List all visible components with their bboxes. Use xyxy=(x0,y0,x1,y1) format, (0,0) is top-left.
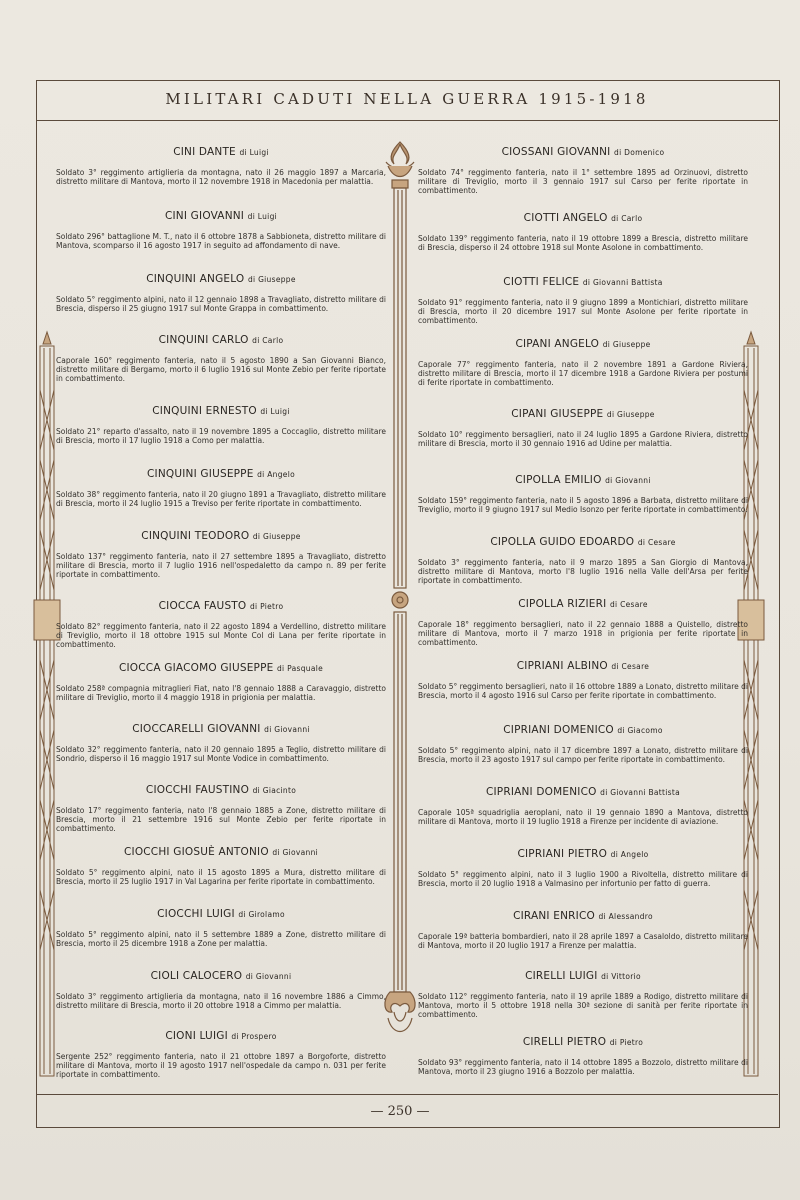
entry-text: Soldato 38° reggimento fanteria, nato il 20 giugno 1891 a Travagliato, distretto militare di Brescia, morto il 24 luglio 1915 a Treviso per ferite riportate in combattimento. xyxy=(56,490,386,508)
entry-text: Soldato 296° battaglione M. T., nato il 6 ottobre 1878 a Sabbioneta, distretto militare di Mantova, scomparso il 16 agosto 1917 in seguito ad affondamento di nave. xyxy=(56,232,386,250)
list-item xyxy=(56,210,386,250)
entry-name: CINI DANTE di Luigi xyxy=(173,146,269,158)
list-item xyxy=(56,1030,386,1079)
entry-name: CIOCCA GIACOMO GIUSEPPE di Pasquale xyxy=(118,662,324,674)
list-item xyxy=(56,146,386,186)
list-item xyxy=(418,338,748,387)
entry-text: Soldato 5° reggimento alpini, nato il 5 settembre 1889 a Zone, distretto militare di Brescia, morto il 25 dicembre 1918 a Zone per malattia. xyxy=(56,930,386,948)
entry-text: Sergente 252° reggimento fanteria, nato il 21 ottobre 1897 a Borgoforte, distretto militare di Mantova, morto il 19 agosto 1917 nell'ospedale da campo n. 031 per ferite riportate in combattimento. xyxy=(56,1052,386,1079)
list-item xyxy=(56,784,386,833)
entry-text: Soldato 3° reggimento fanteria, nato il 9 marzo 1895 a San Giorgio di Mantova, distretto militare di Mantova, morto l'8 luglio 1916 nella Valle dell'Arsa per ferite riportate in combattimento. xyxy=(418,558,748,585)
list-item xyxy=(56,405,386,445)
entry-name: CIOTTI ANGELO di Carlo xyxy=(523,212,643,224)
entry-name: CIPOLLA GUIDO EDOARDO di Cesare xyxy=(490,536,676,548)
entry-name: CIPRIANI PIETRO di Angelo xyxy=(517,848,649,860)
footer-divider xyxy=(36,1094,778,1095)
entry-name: CIOCCA FAUSTO di Pietro xyxy=(158,600,284,612)
entry-text: Soldato 112° reggimento fanteria, nato il 19 aprile 1889 a Rodigo, distretto militare di Mantova, morto il 5 ottobre 1918 nella 30ª sezione di sanità per ferite riportate in combattimento. xyxy=(418,992,748,1019)
entry-text: Soldato 74° reggimento fanteria, nato il 1° settembre 1895 ad Orzinuovi, distretto militare di Treviglio, morto il 3 gennaio 1917 sul Carso per ferite riportate in combattimento. xyxy=(418,168,748,195)
entry-name: CIOLI CALOCERO di Giovanni xyxy=(150,970,292,982)
entry-name: CIPRIANI ALBINO di Cesare xyxy=(516,660,650,672)
list-item xyxy=(56,908,386,948)
entry-text: Soldato 82° reggimento fanteria, nato il 22 agosto 1894 a Verdellino, distretto militare di Treviglio, morto il 18 ottobre 1915 sul Monte Col di Lana per ferite riportate in combattimento. xyxy=(56,622,386,649)
list-item xyxy=(418,848,748,888)
list-item xyxy=(56,846,386,886)
entry-name: CIOSSANI GIOVANNI di Domenico xyxy=(501,146,665,158)
entry-text: Soldato 258ª compagnia mitraglieri Fiat, nato l'8 gennaio 1888 a Caravaggio, distretto militare di Treviglio, morto il 4 maggio 1918 in prigionia per malattia. xyxy=(56,684,386,702)
entry-text: Soldato 93° reggimento fanteria, nato il 14 ottobre 1895 a Bozzolo, distretto militare di Mantova, morto il 23 giugno 1916 a Bozzolo per malattia. xyxy=(418,1058,748,1076)
list-item xyxy=(418,474,748,514)
entry-text: Soldato 5° reggimento alpini, nato il 15 agosto 1895 a Mura, distretto militare di Brescia, morto il 25 luglio 1917 in Val Lagarina per ferite riportate in combattimento. xyxy=(56,868,386,886)
entry-text: Soldato 5° reggimento alpini, nato il 17 dicembre 1897 a Lonato, distretto militare di Brescia, morto il 23 agosto 1917 sul campo per ferite riportate in combattimento. xyxy=(418,746,748,764)
list-item xyxy=(56,600,386,649)
list-item xyxy=(418,146,748,195)
list-item xyxy=(56,334,386,383)
entry-text: Caporale 77° reggimento fanteria, nato il 2 novembre 1891 a Gardone Riviera, distretto militare di Brescia, morto il 17 dicembre 1918 a Gardone Riviera per postumi di ferite riportate in combattimento. xyxy=(418,360,748,387)
entry-text: Soldato 3° reggimento artiglieria da montagna, nato il 16 novembre 1886 a Cimmo, distretto militare di Brescia, morto il 20 ottobre 1918 a Cimmo per malattia. xyxy=(56,992,386,1010)
entry-text: Soldato 21° reparto d'assalto, nato il 19 novembre 1895 a Coccaglio, distretto militare di Brescia, morto il 17 luglio 1918 a Como per malattia. xyxy=(56,427,386,445)
entry-name: CIOCCHI LUIGI di Girolamo xyxy=(157,908,285,920)
list-item xyxy=(56,273,386,313)
page-title: MILITARI CADUTI NELLA GUERRA 1915-1918 xyxy=(165,90,649,108)
entry-text: Soldato 5° reggimento alpini, nato il 12 gennaio 1898 a Travagliato, distretto militare di Brescia, disperso il 25 giugno 1917 sul Monte Grappa in combattimento. xyxy=(56,295,386,313)
entry-name: CIPANI ANGELO di Giuseppe xyxy=(515,338,651,350)
list-item xyxy=(418,212,748,252)
entry-text: Soldato 32° reggimento fanteria, nato il 20 gennaio 1895 a Teglio, distretto militare di Sondrio, disperso il 16 maggio 1917 sul Monte Vodice in combattimento. xyxy=(56,745,386,763)
entry-name: CINQUINI TEODORO di Giuseppe xyxy=(141,530,301,542)
list-item xyxy=(418,1036,748,1076)
list-item xyxy=(418,724,748,764)
list-item xyxy=(418,786,748,826)
list-item xyxy=(418,536,748,585)
title-band xyxy=(36,80,778,121)
list-item xyxy=(418,970,748,1019)
entry-name: CIRELLI LUIGI di Vittorio xyxy=(525,970,641,982)
entry-name: CIOTTI FELICE di Giovanni Battista xyxy=(503,276,663,288)
entry-name: CIRELLI PIETRO di Pietro xyxy=(522,1036,644,1048)
entry-text: Soldato 17° reggimento fanteria, nato l'8 gennaio 1885 a Zone, distretto militare di Brescia, morto il 21 settembre 1916 sul Monte Zebio per ferite riportate in combattimento. xyxy=(56,806,386,833)
entry-name: CIPANI GIUSEPPE di Giuseppe xyxy=(511,408,655,420)
entry-text: Soldato 5° reggimento bersaglieri, nato il 16 ottobre 1889 a Lonato, distretto militare di Brescia, morto il 4 agosto 1916 sul Carso per ferite riportate in combattimento. xyxy=(418,682,748,700)
entry-name: CINQUINI GIUSEPPE di Angelo xyxy=(147,468,295,480)
entry-name: CINI GIOVANNI di Luigi xyxy=(164,210,278,222)
entry-text: Soldato 91° reggimento fanteria, nato il 9 giugno 1899 a Montichiari, distretto militare di Brescia, morto il 20 dicembre 1917 sul Monte Asolone per ferite riportate in combattimento. xyxy=(418,298,748,325)
list-item xyxy=(418,660,748,700)
entry-name: CIOCCARELLI GIOVANNI di Giovanni xyxy=(132,723,310,735)
list-item xyxy=(56,970,386,1010)
list-item xyxy=(56,662,386,702)
list-item xyxy=(56,468,386,508)
entry-name: CIPRIANI DOMENICO di Giacomo xyxy=(503,724,663,736)
list-item xyxy=(418,408,748,448)
entry-name: CIOCCHI GIOSUÈ ANTONIO di Giovanni xyxy=(123,846,319,858)
entry-text: Caporale 160° reggimento fanteria, nato il 5 agosto 1890 a San Giovanni Bianco, distretto militare di Bergamo, morto il 6 luglio 1916 sul Monte Zebio per ferite riportate in combattimento. xyxy=(56,356,386,383)
entry-text: Soldato 137° reggimento fanteria, nato il 27 settembre 1895 a Travagliato, distretto militare di Brescia, morto il 7 luglio 1916 nell'ospedaletto da campo n. 89 per ferite riportate in combattimento. xyxy=(56,552,386,579)
entry-text: Soldato 3° reggimento artiglieria da montagna, nato il 26 maggio 1897 a Marcaria, distretto militare di Mantova, morto il 12 novembre 1918 in Macedonia per malattia. xyxy=(56,168,386,186)
entry-text: Soldato 5° reggimento alpini, nato il 3 luglio 1900 a Rivoltella, distretto militare di Brescia, morto il 20 luglio 1918 a Valmasino per infortunio per fatto di guerra. xyxy=(418,870,748,888)
list-item xyxy=(418,910,748,950)
entry-text: Soldato 139° reggimento fanteria, nato il 19 ottobre 1899 a Brescia, distretto militare di Brescia, disperso il 24 ottobre 1918 sul Monte Asolone in combattimento. xyxy=(418,234,748,252)
entry-text: Caporale 18° reggimento bersaglieri, nato il 22 gennaio 1888 a Quistello, distretto militare di Mantova, morto il 7 marzo 1918 in prigionia per ferite riportate in combattimento. xyxy=(418,620,748,647)
entry-name: CINQUINI CARLO di Carlo xyxy=(158,334,284,346)
entry-name: CINQUINI ERNESTO di Luigi xyxy=(152,405,290,417)
entry-text: Caporale 105ª squadriglia aeroplani, nato il 19 gennaio 1890 a Mantova, distretto militare di Mantova, morto il 19 luglio 1918 a Firenze per incidente di aviazione. xyxy=(418,808,748,826)
entry-text: Caporale 19ª batteria bombardieri, nato il 28 aprile 1897 a Casaloldo, distretto militare di Mantova, morto il 20 luglio 1917 a Firenze per malattia. xyxy=(418,932,748,950)
list-item xyxy=(418,276,748,325)
entry-text: Soldato 159° reggimento fanteria, nato il 5 agosto 1896 a Barbata, distretto militare di Treviglio, morto il 9 giugno 1917 sul Medio Isonzo per ferite riportate in combattimento. xyxy=(418,496,748,514)
entry-name: CIRANI ENRICO di Alessandro xyxy=(513,910,653,922)
page-number: — 250 — xyxy=(370,1104,430,1119)
entry-text: Soldato 10° reggimento bersaglieri, nato il 24 luglio 1895 a Gardone Riviera, distretto militare di Brescia, morto il 30 gennaio 1916 ad Udine per malattia. xyxy=(418,430,748,448)
list-item xyxy=(418,598,748,647)
entry-name: CIPOLLA RIZIERI di Cesare xyxy=(518,598,648,610)
entry-name: CIPRIANI DOMENICO di Giovanni Battista xyxy=(485,786,681,798)
entry-name: CIOCCHI FAUSTINO di Giacinto xyxy=(145,784,297,796)
list-item xyxy=(56,723,386,763)
entry-name: CIONI LUIGI di Prospero xyxy=(165,1030,277,1042)
list-item xyxy=(56,530,386,579)
entry-name: CIPOLLA EMILIO di Giovanni xyxy=(515,474,651,486)
entry-name: CINQUINI ANGELO di Giuseppe xyxy=(146,273,296,285)
